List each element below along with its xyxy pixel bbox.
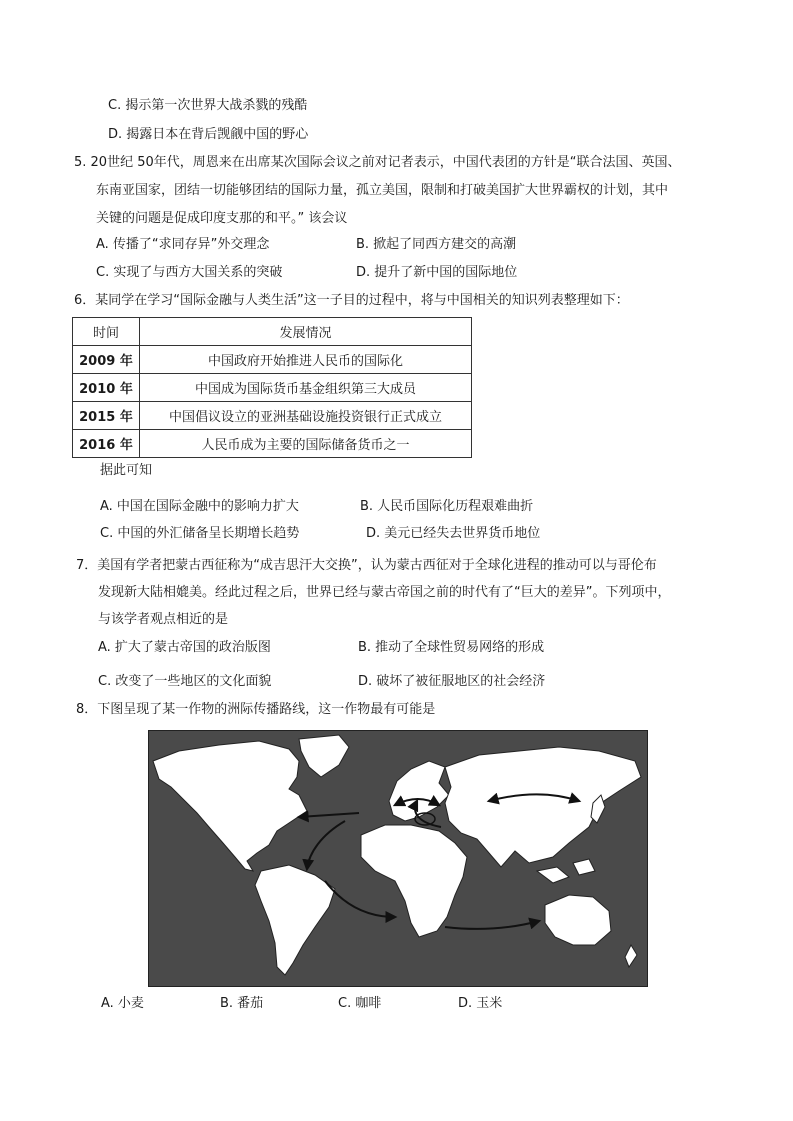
q8-option-b: B. 番茄	[220, 996, 264, 1011]
south-america-landmass	[255, 865, 335, 975]
q5-option-d: D. 提升了新中国的国际地位	[356, 265, 518, 280]
table-row	[73, 402, 472, 430]
table-cell-event: 中国倡议设立的亚洲基础设施投资银行正式成立	[140, 402, 472, 430]
q5-stem-line1: 5. 20世纪 50年代，周恩来在出席某次国际会议之前对记者表示，中国代表团的方针是“联合法国、英国、	[74, 155, 681, 170]
table-row	[73, 346, 472, 374]
southeast-asia-islands	[537, 859, 595, 883]
route-europe-to-north-america	[299, 813, 359, 817]
table-cell-year: 2009 年	[73, 346, 140, 374]
q7-stem-line1: 7．美国有学者把蒙古西征称为“成吉思汗大交换”，认为蒙古西征对于全球化进程的推动可以与哥伦布	[76, 558, 657, 573]
q5-option-c: C. 实现了与西方大国关系的突破	[96, 265, 283, 280]
q5-stem-line3: 关键的问题是促成印度支那的和平。” 该会议	[96, 211, 348, 226]
q7-option-a: A. 扩大了蒙古帝国的政治版图	[98, 640, 271, 655]
knowledge-table	[72, 317, 472, 458]
q5-stem-line2: 东南亚国家，团结一切能够团结的国际力量，孤立美国，限制和打破美国扩大世界霸权的计划，其中	[96, 183, 669, 198]
route-north-america-to-south-america	[307, 821, 345, 869]
table-header-development: 发展情况	[140, 318, 472, 346]
australia-landmass	[545, 895, 611, 945]
new-zealand-landmass	[625, 945, 637, 967]
table-header-row	[73, 318, 472, 346]
table-cell-year: 2016 年	[73, 430, 140, 458]
table-cell-event: 中国政府开始推进人民币的国际化	[140, 346, 472, 374]
q7-stem-line2: 发现新大陆相媲美。经此过程之后，世界已经与蒙古帝国之前的时代有了“巨大的差异”。下列项中，	[98, 585, 671, 600]
q4-option-d: D. 揭露日本在背后觊觎中国的野心	[108, 127, 309, 142]
table-cell-event: 人民币成为主要的国际储备货币之一	[140, 430, 472, 458]
q4-option-c: C. 揭示第一次世界大战杀戮的残酷	[108, 98, 308, 113]
q8-option-c: C. 咖啡	[338, 996, 382, 1011]
world-map-figure	[148, 730, 648, 987]
table-header-time: 时间	[73, 318, 140, 346]
europe-landmass	[389, 761, 449, 821]
q6-option-a: A. 中国在国际金融中的影响力扩大	[100, 499, 299, 514]
q5-option-a: A. 传播了“求同存异”外交理念	[96, 237, 270, 252]
q6-after-table: 据此可知	[100, 463, 153, 478]
q7-option-c: C. 改变了一些地区的文化面貌	[98, 674, 272, 689]
origin-highlight-ellipse	[415, 813, 435, 825]
table-cell-year: 2015 年	[73, 402, 140, 430]
q5-option-b: B. 掀起了同西方建交的高潮	[356, 237, 517, 252]
table-cell-event: 中国成为国际货币基金组织第三大成员	[140, 374, 472, 402]
table-row	[73, 374, 472, 402]
q7-option-d: D. 破坏了被征服地区的社会经济	[358, 674, 546, 689]
q6-option-b: B. 人民币国际化历程艰难曲折	[360, 499, 534, 514]
asia-landmass	[445, 747, 641, 867]
africa-landmass	[361, 825, 467, 937]
q7-option-b: B. 推动了全球性贸易网络的形成	[358, 640, 545, 655]
route-africa-to-australia	[445, 921, 539, 929]
greenland-landmass	[299, 735, 349, 777]
q6-option-c: C. 中国的外汇储备呈长期增长趋势	[100, 526, 300, 541]
q8-option-a: A. 小麦	[101, 996, 144, 1011]
north-america-landmass	[153, 741, 307, 871]
q6-option-d: D. 美元已经失去世界货币地位	[366, 526, 541, 541]
table-row	[73, 430, 472, 458]
q8-stem: 8．下图呈现了某一作物的洲际传播路线，这一作物最有可能是	[76, 702, 436, 717]
q8-option-d: D. 玉米	[458, 996, 503, 1011]
world-map-svg	[149, 731, 647, 986]
route-south-america-to-africa	[325, 881, 395, 917]
q6-stem: 6．某同学在学习“国际金融与人类生活”这一子目的过程中，将与中国相关的知识列表整理如下：	[74, 293, 629, 308]
table-cell-year: 2010 年	[73, 374, 140, 402]
q7-stem-line3: 与该学者观点相近的是	[98, 612, 229, 627]
